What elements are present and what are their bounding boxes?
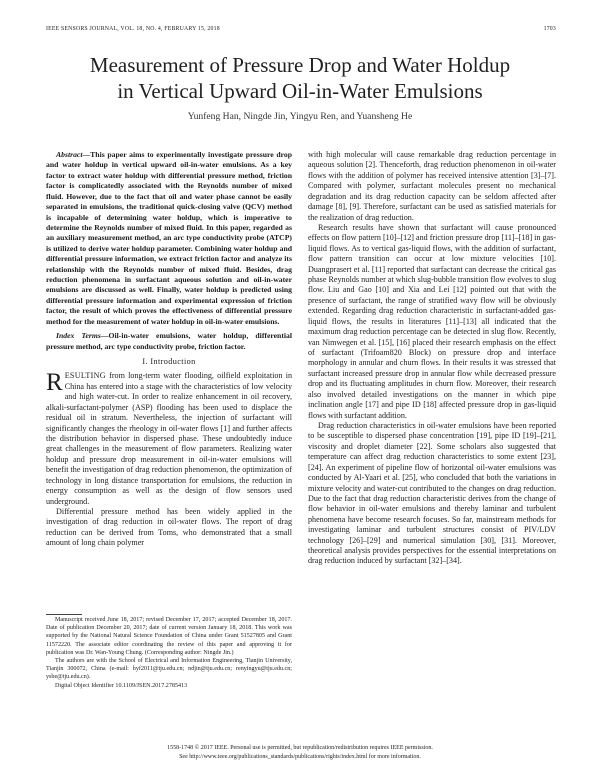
paper-title: [0, 52, 600, 104]
right-column: [308, 150, 556, 567]
footnote: [46, 616, 292, 690]
title-line-2: in Vertical Upward Oil-in-Water Emulsions: [117, 79, 483, 103]
intro-paragraph-1: [46, 371, 292, 506]
drop-cap: R: [46, 369, 63, 397]
journal-citation: IEEE SENSORS JOURNAL, VOL. 18, NO. 4, FEBRUARY 15, 2018: [46, 26, 220, 32]
index-terms-text: —Oil-in-water emulsions, water holdup, differential pressure method, arc type conductivity probe, friction factor.: [46, 331, 292, 351]
right-paragraph-2: Research results have shown that surfactant will cause pronounced effects on flow pattern [10]–[12] and friction pressure drop [11]–[18] in gas-liquid flows. As to vertical gas-liquid flows, with the addition of surfactant, flow pattern transition can occur at low mixture velocities [10]. Duangprasert et al. [11] reported that surfactant can decrease the critical gas phase Reynolds number at which slug-bubble transition flow evolves to slug flow. Liu and Gao [10] and Xia and Lei [12] pointed out that with the presence of surfactant, the range of stratified wavy flow will be obviously extended. Regarding drag reduction characteristic in surfactant-added gas-liquid flows, the results in literatures [11]–[13] all indicated that the maximum drag reduction percentage can be detected in slug flow. Recently, van Nimwegen et al. [15], [16] placed their research emphasis on the effect of surfactant (Trifoam820 Block) on pressure drop and interface morphology in annular and churn flows. In their results it was stressed that surfactant increased pressure drop in annular flow while decreased pressure drop and its fluctuating amplitudes in churn flow. Moreover, their research also involved detailed investigations on the manner in which pipe inclination angle [17] and pipe ID [18] affected pressure drop in gas-liquid flows with surfactant addition.: [308, 222, 556, 420]
index-terms: [46, 331, 292, 352]
intro-paragraph-1-text: from long-term water flooding, oilfield exploitation in China has entered into a stage with the characteristics of low velocity and high water-cut. In order to realize enhancement in oil recovery, alkali-surfactant-polymer (ASP) flooding has been used to displace the residual oil in stratum. Nevertheless, the injection of surfactant will significantly changes the rheology in oil-water flows [1] and further affects the distribution behavior in dispersed phase. These undoubtedly induce great challenges in the measurement of flow parameters. Realizing water holdup and pressure drop measurement in oil-in-water emulsions will benefit the investigation of drag reduction phenomenon, the optimization of technology in long distance transportation for emulsions, the reduction in energy consumption as well as the design of flow sensors used underground.: [46, 371, 292, 506]
footnote-doi: Digital Object Identifier 10.1109/JSEN.2017.2785413: [55, 682, 188, 689]
page-number: 1703: [543, 26, 556, 32]
index-terms-lead: Index Terms: [56, 331, 101, 341]
first-word-rest: ESULTING: [64, 371, 106, 381]
left-column: [46, 150, 292, 549]
right-paragraph-3: Drag reduction characteristics in oil-water emulsions have been reported to be susceptible to dispersed phase concentration [19], pipe ID [19]–[21], viscosity and droplet diameter [22]. Some scholars also suggested that temperature can affect drag reduction characteristics to some extent [23], [24]. An experiment of pipeline flow of horizontal oil-water emulsions was conducted by Al-Yaari et al. [25], who concluded that both the variations in mixture velocity and water-cut contributed to the changes on drag reduction. Due to the fact that drag reduction characteristic derives from the change of flow behavior in oil-water emulsions and thereby laminar and turbulent phenomena have become research focuses. So far, mainstream methods for investigating laminar and turbulent structures consist of PIV/LDV technology [26]–[29] and numerical simulation [30], [31]. Moreover, theoretical analysis provides perspectives for the essential interpretations on drag reduction induced by surfactant [32]–[34].: [308, 420, 556, 566]
abstract-text: —This paper aims to experimentally investigate pressure drop and water holdup in vertical upward oil-in-water emulsions. As a key factor to extract water holdup with differential pressure method, friction factor is complicatedly associated with the Reynolds number of mixed fluid. However, due to the fact that oil and water phase cannot be easily separated in emulsions, the traditional quick-closing valve (QCV) method is incapable of determining water holdup, which is imperative to determine the Reynolds number of mixed fluid. In this paper, regarded as an auxiliary measurement method, an arc type conductivity probe (ATCP) is utilized to derive water holdup parameter. Combining water holdup and differential pressure information, we extract friction factor and analyze its relationship with the Reynolds number of mixed fluid. Besides, drag reduction phenomena in surfactant aqueous solution and oil-in-water emulsions are discussed as well. Finally, water holdup is predicted using differential pressure information and experimental expression of friction factor, the result of which proves the effectiveness of differential pressure method for the measurement of water holdup in oil-in-water emulsions.: [46, 150, 292, 326]
copyright-footer: [0, 744, 600, 762]
copyright-line: 1558-1748 © 2017 IEEE. Personal use is permitted, but republication/redistribution requires IEEE permission.: [167, 745, 433, 751]
footnote-affiliation: The authors are with the School of Electrical and Information Engineering, Tianjin University, Tianjin 300072, China (e-mail: hyf2011@tju.edu.cn; ndjin@tju.edu.cn; renyingyu@tju.edu.cn; ysbe@tju.edu.cn).: [46, 658, 292, 681]
right-paragraph-1: with high molecular will cause remarkable drag reduction percentage in aqueous solution [2]. Thenceforth, drag reduction phenomenon in oil-water flows with the addition of polymer has received intensive attention [3]–[7]. Compared with polymer, surfactant molecules present no mechanical degradation and its drag reduction capacity can be seldom affected after damage [8], [9]. Therefore, surfactant can be used as satisfied materials for the realization of drag reduction.: [308, 150, 556, 222]
author-list: Yunfeng Han, Ningde Jin, Yingyu Ren, and Yuansheng He: [187, 111, 413, 122]
abstract: [46, 150, 292, 327]
rights-link-line[interactable]: See http://www.ieee.org/publications_standards/publications/rights/index.html for more information.: [179, 753, 421, 760]
abstract-lead: Abstract: [56, 150, 83, 159]
footnote-manuscript: Manuscript received June 18, 2017; revised December 17, 2017; accepted December 18, 2017. Date of publication December 20, 2017; date of current version January 18, 2018. This work was supported by the National Natural Science Foundation of China under Grant 51527805 and Grant 11572220. The associate editor coordinating the review of this paper and approving it for publication was Dr. Wan-Young Chung. (Corresponding author: Ningde Jin.): [46, 617, 292, 656]
footnote-divider: [46, 614, 82, 615]
intro-paragraph-2: Differential pressure method has been widely applied in the investigation of drag reduction in oil-water flows. The report of drag reduction can be derived from Toms, who demonstrated that a small amount of long chain polymer: [46, 506, 292, 548]
section-heading-introduction: I. Introduction: [142, 357, 196, 367]
title-line-1: Measurement of Pressure Drop and Water Holdup: [89, 53, 511, 77]
